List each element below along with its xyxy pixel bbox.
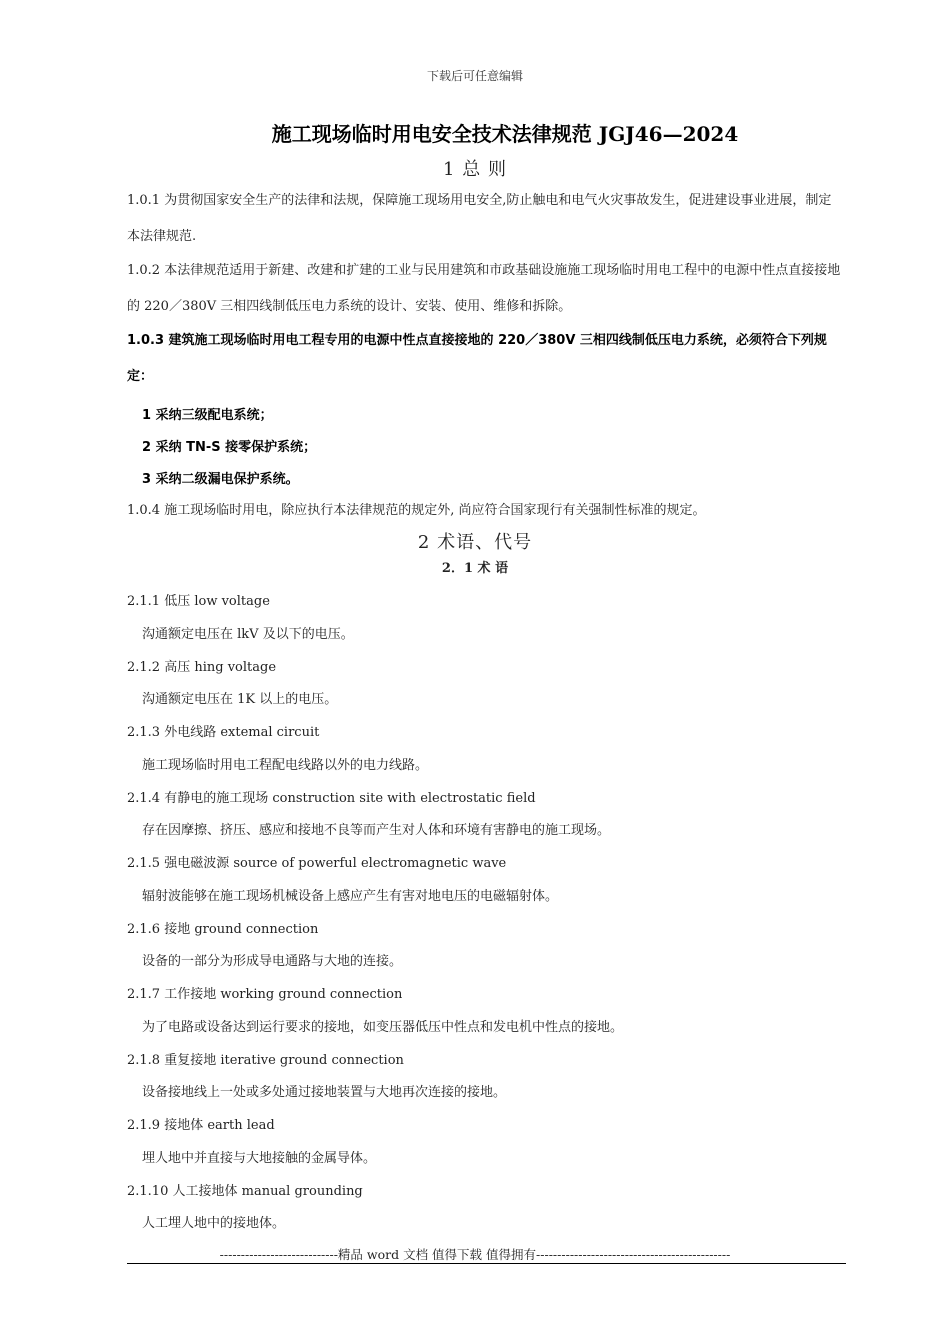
clause-1-0-3: 1.0.3 建筑施工现场临时用电工程专用的电源中性点直接接地的 220／380V 三相四线制低压电力系统，必须符合下列规定：	[127, 333, 827, 384]
term-2-1-9: 2.1.9 接地体 earth lead	[127, 1118, 275, 1133]
chapter-1-heading: 1 总 则	[443, 159, 507, 180]
page-footer: ----------------------------精品 word 文档 值得下载 值得拥有----------------------------------------------	[219, 1247, 731, 1262]
section-2-1-heading: 2．1 术 语	[441, 561, 509, 576]
definition-2-1-1: 沟通额定电压在 lkV 及以下的电压。	[142, 627, 354, 642]
document-title: 施工现场临时用电安全技术法律规范 JGJ46—2024	[271, 122, 739, 146]
clause-item-3: 3 采纳二级漏电保护系统。	[142, 472, 299, 487]
term-2-1-6: 2.1.6 接地 ground connection	[127, 922, 319, 937]
term-2-1-7: 2.1.7 工作接地 working ground connection	[127, 987, 403, 1002]
definition-2-1-10: 人工埋人地中的接地体。	[142, 1216, 286, 1231]
definition-2-1-5: 辐射波能够在施工现场机械设备上感应产生有害对地电压的电磁辐射体。	[142, 889, 559, 904]
clause-item-1: 1 采纳三级配电系统；	[142, 408, 273, 423]
footer-rule	[127, 1263, 846, 1264]
term-2-1-4: 2.1.4 有静电的施工现场 construction site with electrostatic field	[127, 791, 536, 806]
term-2-1-1: 2.1.1 低压 low voltage	[127, 594, 270, 609]
definition-2-1-6: 设备的一部分为形成导电通路与大地的连接。	[142, 954, 403, 969]
term-2-1-3: 2.1.3 外电线路 extemal circuit	[127, 725, 320, 740]
term-2-1-5: 2.1.5 强电磁波源 source of powerful electromagnetic wave	[127, 856, 507, 871]
term-2-1-2: 2.1.2 高压 hing voltage	[127, 660, 277, 675]
clause-1-0-1: 1.0.1 为贯彻国家安全生产的法律和法规，保障施工现场用电安全,防止触电和电气火灾事故发生，促进建设事业进展，制定本法律规范.	[127, 193, 832, 244]
definition-2-1-2: 沟通额定电压在 1K 以上的电压。	[142, 692, 338, 707]
clause-1-0-4: 1.0.4 施工现场临时用电，除应执行本法律规范的规定外, 尚应符合国家现行有关强制性标准的规定。	[127, 503, 706, 518]
definition-2-1-8: 设备接地线上一处或多处通过接地装置与大地再次连接的接地。	[142, 1085, 507, 1100]
term-2-1-8: 2.1.8 重复接地 iterative ground connection	[127, 1053, 404, 1068]
definition-2-1-9: 埋人地中并直接与大地接触的金属导体。	[142, 1151, 377, 1166]
definition-2-1-7: 为了电路或设备达到运行要求的接地，如变压器低压中性点和发电机中性点的接地。	[142, 1020, 624, 1035]
page-header: 下载后可任意编辑	[426, 69, 523, 83]
clause-1-0-2: 1.0.2 本法律规范适用于新建、改建和扩建的工业与民用建筑和市政基础设施施工现场临时用电工程中的电源中性点直接接地的 220／380V 三相四线制低压电力系统的设计、安装、使用、维修和拆除。	[127, 263, 841, 314]
chapter-2-heading: 2 术语、代号	[417, 532, 533, 553]
term-2-1-10: 2.1.10 人工接地体 manual grounding	[127, 1184, 363, 1199]
definition-2-1-4: 存在因摩擦、挤压、感应和接地不良等而产生对人体和环境有害静电的施工现场。	[142, 823, 611, 838]
definition-2-1-3: 施工现场临时用电工程配电线路以外的电力线路。	[142, 758, 429, 773]
clause-item-2: 2 采纳 TN-S 接零保护系统；	[142, 440, 317, 455]
